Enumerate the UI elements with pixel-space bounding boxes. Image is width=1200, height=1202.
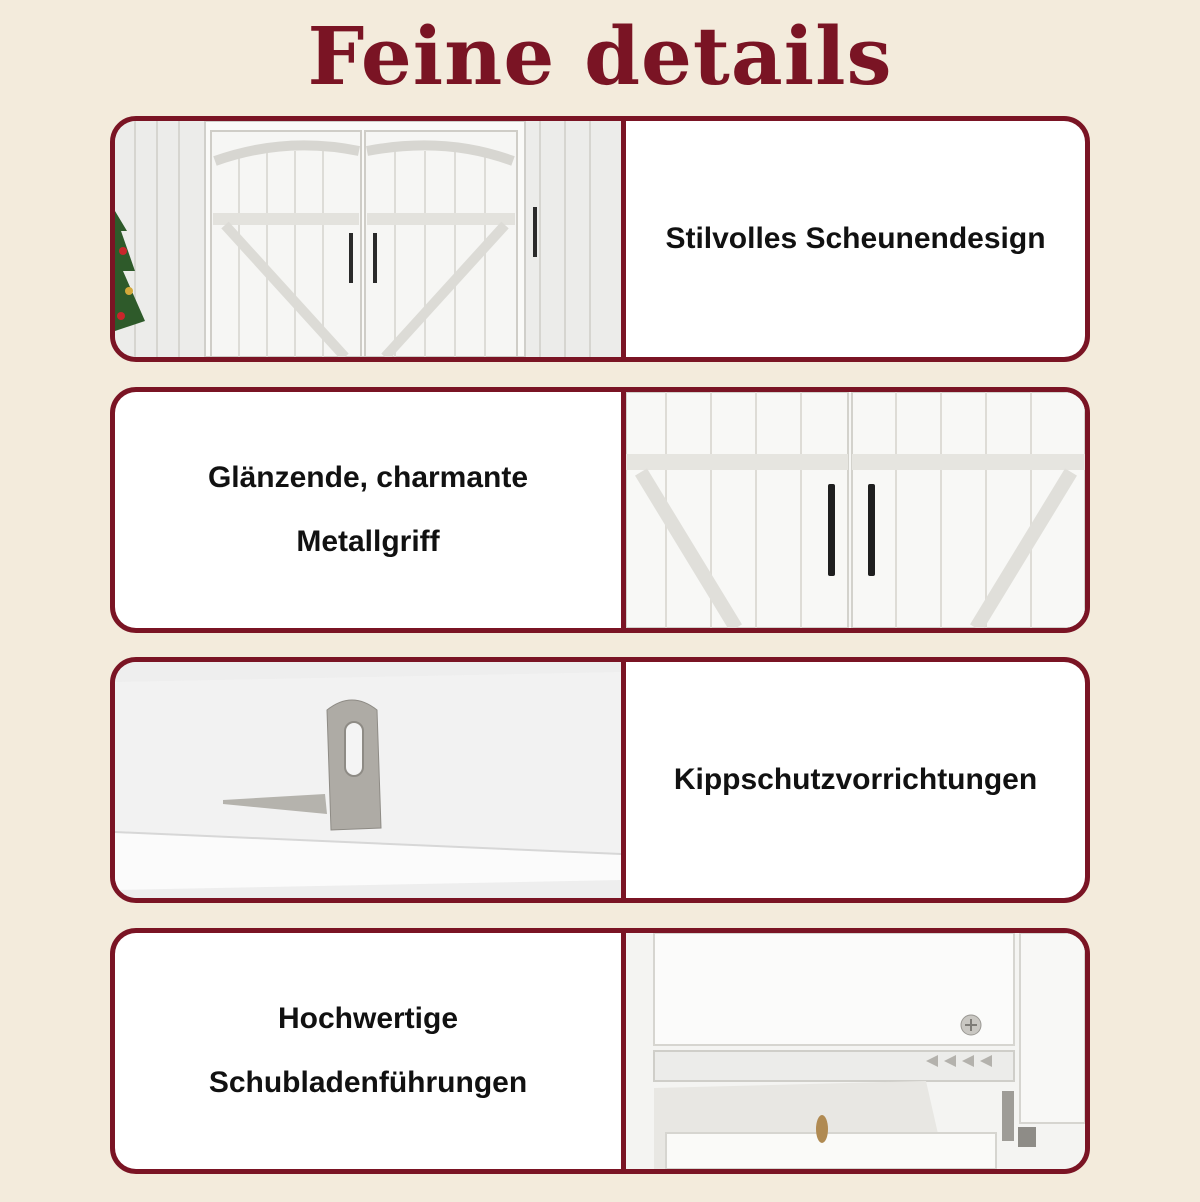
feature-label-line: Kippschutzvorrichtungen [673, 763, 1038, 796]
feature-text-anti-tip [626, 662, 1085, 898]
feature-label-line: Stilvolles Scheunendesign [665, 222, 1046, 255]
page-title: Feine details [307, 9, 893, 103]
feature-text-drawer-slides [115, 933, 621, 1169]
feature-panel-anti-tip [110, 657, 1090, 903]
metal-handle-photo [626, 392, 1085, 628]
feature-panel-drawer-slides [110, 928, 1090, 1174]
feature-panel-barn-design [110, 116, 1090, 362]
drawer-slide-photo [626, 933, 1085, 1169]
feature-text-metal-handle [115, 392, 621, 628]
feature-panel-metal-handle [110, 387, 1090, 633]
feature-label-line: Glänzende, charmante [207, 461, 529, 494]
feature-label-line: Schubladenführungen [208, 1066, 528, 1099]
feature-label-line: Metallgriff [296, 525, 440, 558]
anti-tip-bracket-photo [115, 662, 621, 898]
feature-label-line: Hochwertige [277, 1002, 459, 1035]
barn-door-cabinet-photo [115, 121, 621, 357]
feature-text-barn-design [626, 121, 1085, 357]
